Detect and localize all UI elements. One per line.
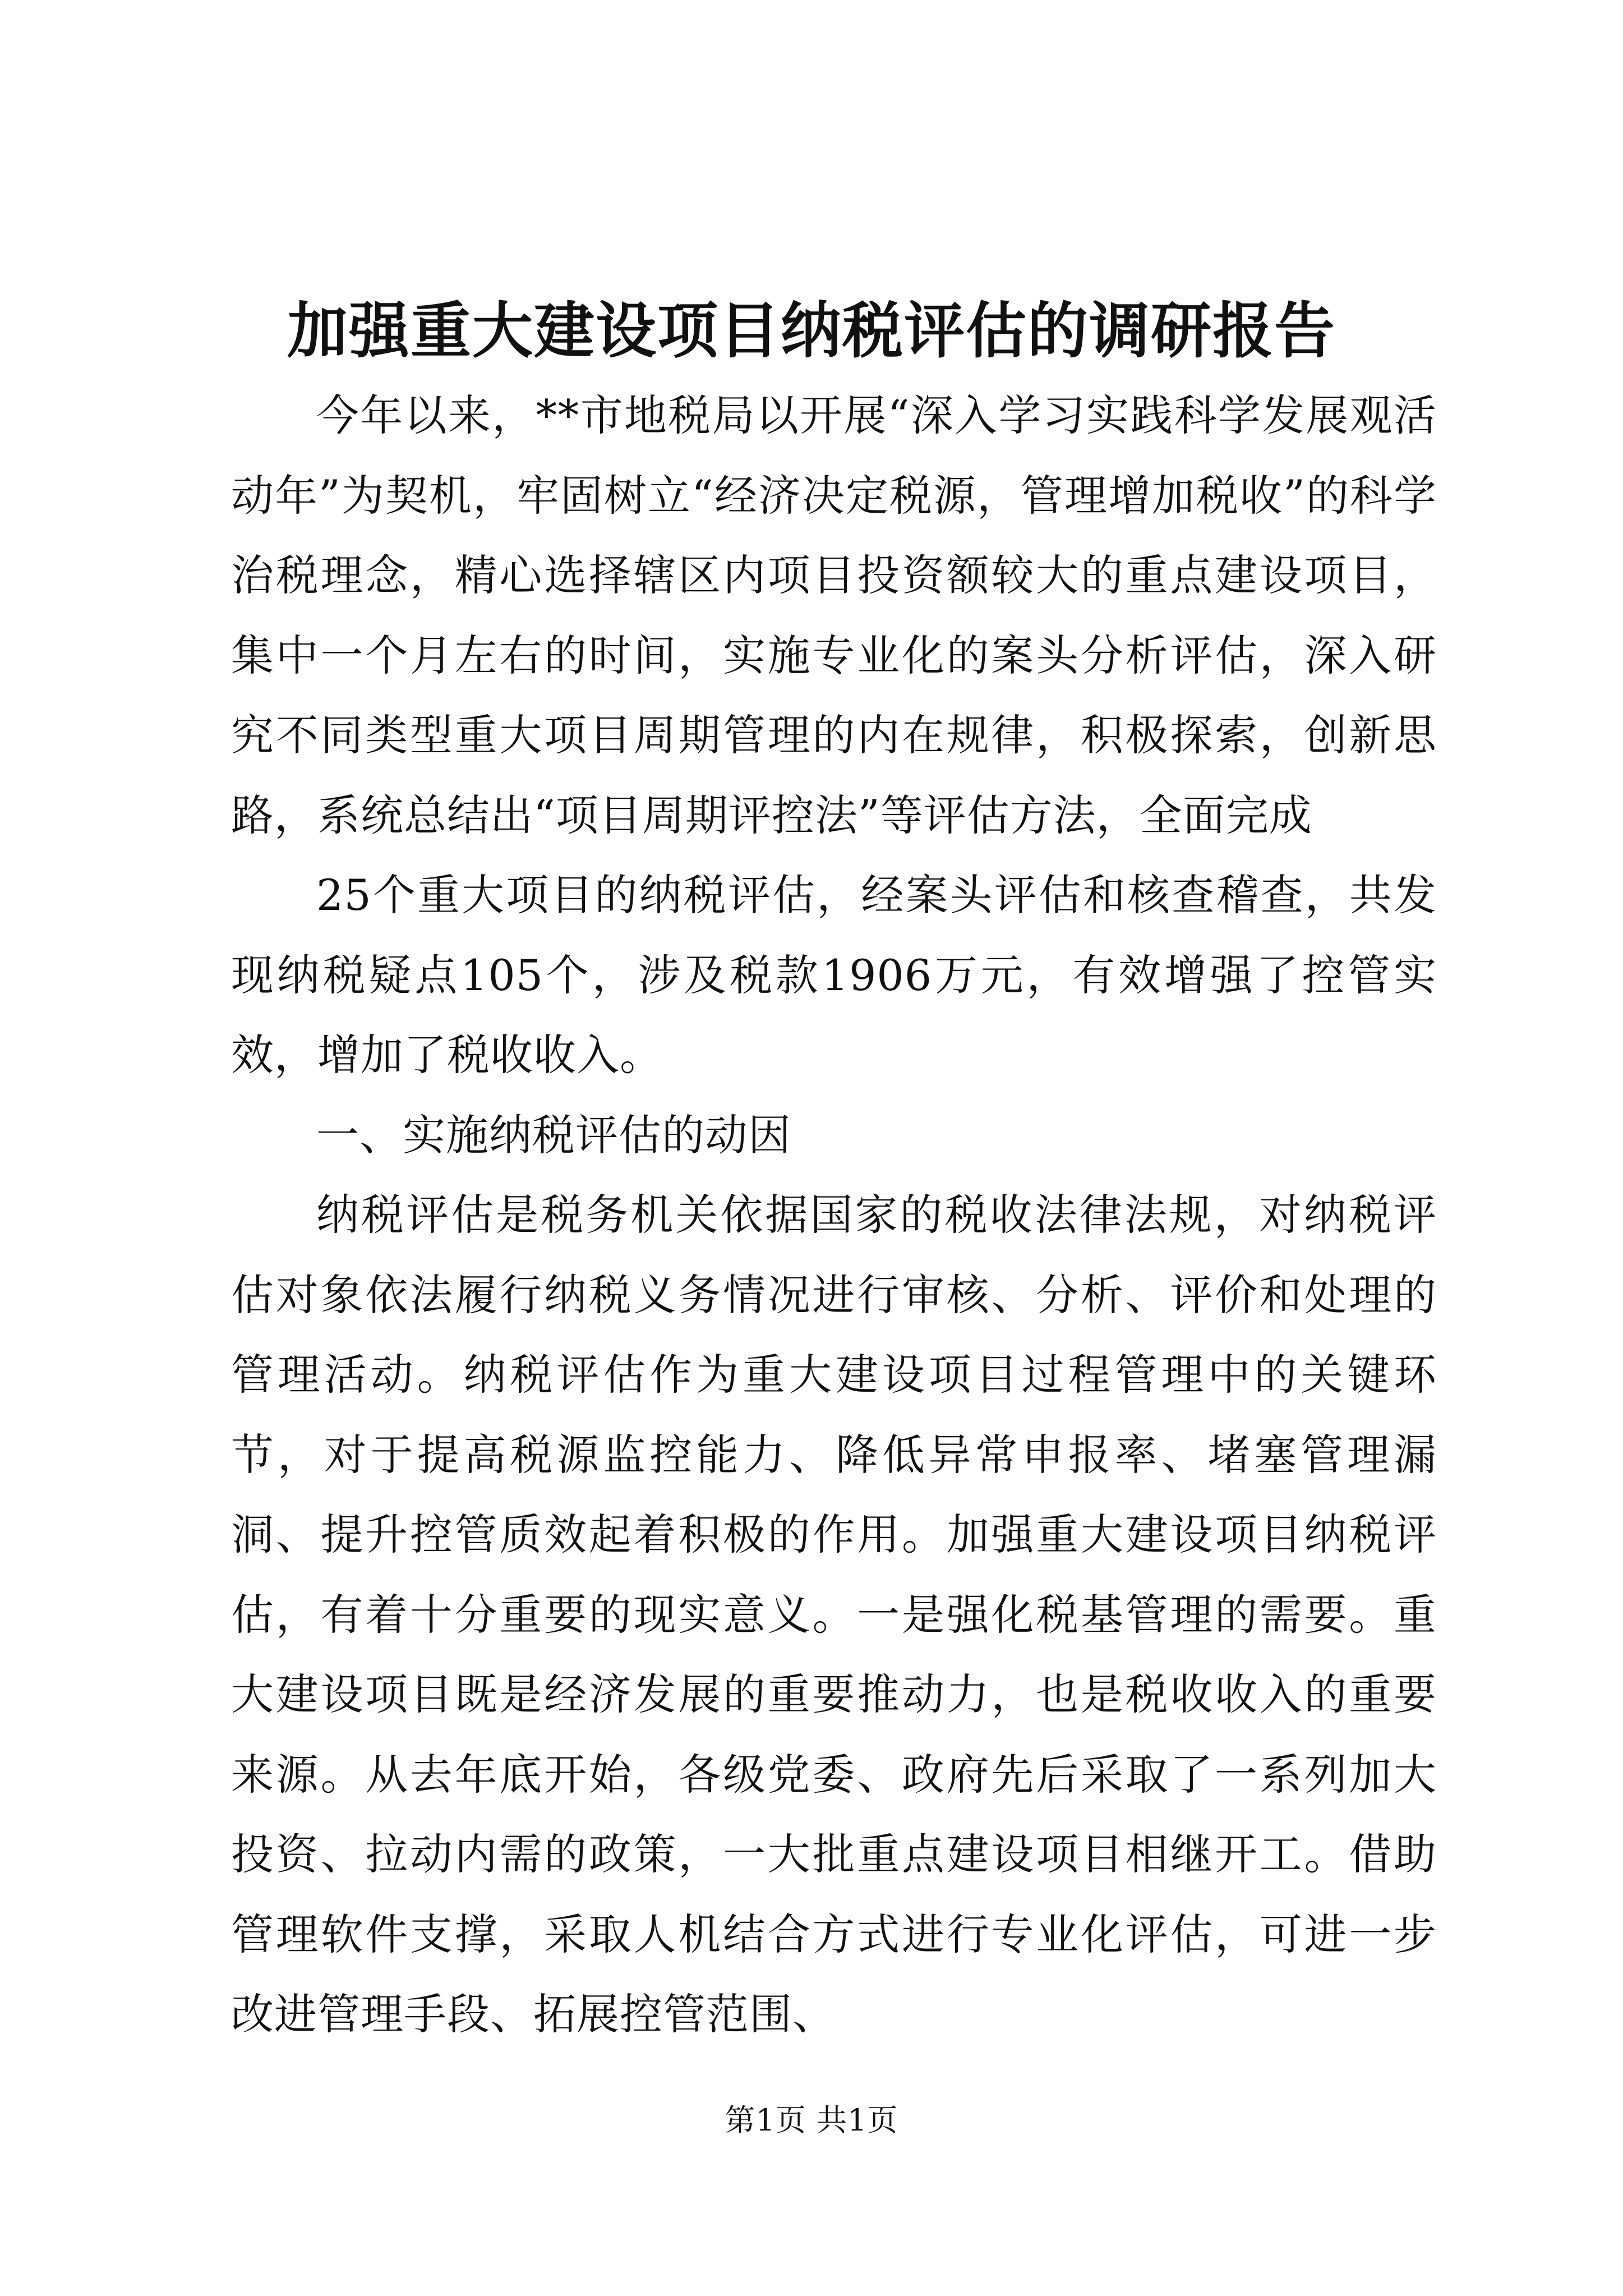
- paragraph-motivation: 纳税评估是税务机关依据国家的税收法律法规，对纳税评估对象依法履行纳税义务情况进行审核、分析、评价和处理的管理活动。纳税评估作为重大建设项目过程管理中的关键环节，对于提高税源监控能力、降低异常申报率、堵塞管理漏洞、提升控管质效起着积极的作用。加强重大建设项目纳税评估，有着十分重要的现实意义。一是强化税基管理的需要。重大建设项目既是经济发展的重要推动力，也是税收收入的重要来源。从去年底开始，各级党委、政府先后采取了一系列加大投资、拉动内需的政策，一大批重点建设项目相继开工。借助管理软件支撑，采取人机结合方式进行专业化评估，可进一步改进管理手段、拓展控管范围、: [231, 1190, 1437, 2039]
- paragraph-results: 25个重大项目的纳税评估，经案头评估和核查稽查，共发现纳税疑点105个，涉及税款1906万元，有效增强了控管实效，增加了税收收入。: [231, 870, 1437, 1080]
- document-title: 加强重大建设项目纳税评估的调研报告: [287, 296, 1336, 366]
- paragraph-intro: 今年以来，**市地税局以开展“深入学习实践科学发展观活动年”为契机，牢固树立“经济决定税源，管理增加税收”的科学治税理念，精心选择辖区内项目投资额较大的重点建设项目，集中一个月左右的时间，实施专业化的案头分析评估，深入研究不同类型重大项目周期管理的内在规律，积极探索，创新思路，系统总结出“项目周期评控法”等评估方法，全面完成: [231, 390, 1437, 840]
- section-heading: 一、实施纳税评估的动因: [316, 1110, 791, 1160]
- document-body: [231, 376, 1437, 2055]
- page-footer: 第1页 共1页: [725, 2102, 898, 2138]
